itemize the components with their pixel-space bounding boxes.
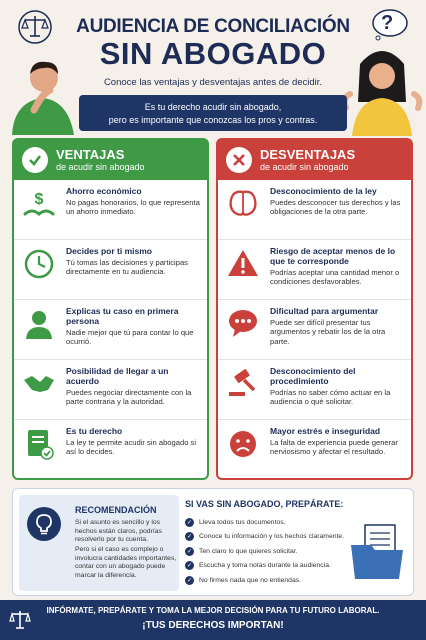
item-desc: Nadie mejor que tú para contar lo que ocurrió.: [66, 328, 194, 347]
ventajas-subtitle: de acudir sin abogado: [56, 161, 145, 172]
gavel-icon: [224, 368, 262, 406]
item-title: Es tu derecho: [66, 426, 123, 436]
list-item: [218, 360, 411, 420]
footer: [0, 600, 426, 640]
banner-line1: Es tu derecho acudir sin abogado,: [144, 102, 282, 112]
check-icon: ✓: [186, 534, 193, 541]
item-desc: Puedes desconocer tus derechos y las obligaciones de la otra parte.: [270, 198, 401, 217]
preparation-item: Ten claro lo que quieres solicitar.: [199, 547, 298, 555]
item-title: Desconocimiento del procedimiento: [270, 366, 356, 386]
list-item: [185, 544, 344, 559]
page-subtitle: Conoce las ventajas y desventajas antes de decidir.: [103, 77, 323, 88]
list-item: [185, 559, 344, 574]
preparation-item: Conoce tu información y los hechos claramente.: [199, 533, 345, 541]
list-item: [218, 180, 411, 240]
item-desc: Podrías aceptar una cantidad menor o condiciones desfavorables.: [270, 268, 400, 287]
banner-line2: pero es importante que conozcas los pros y contras.: [108, 115, 318, 125]
list-item: [185, 530, 344, 545]
list-item: [14, 300, 207, 360]
footer-line1: INFÓRMATE, PREPÁRATE Y TOMA LA MEJOR DECISIÓN PARA TU FUTURO LABORAL.: [46, 606, 380, 615]
item-title: Posibilidad de llegar a un acuerdo: [66, 366, 169, 386]
check-icon: ✓: [186, 519, 193, 526]
document-check-icon: [20, 428, 58, 466]
list-item: [14, 360, 207, 420]
list-item: [185, 573, 344, 588]
money-hand-icon: [20, 188, 58, 226]
footer-line2: ¡TUS DERECHOS IMPORTAN!: [142, 620, 284, 631]
question-mark: ?: [381, 12, 394, 34]
preparation-item: Lleva todos tus documentos.: [199, 518, 286, 526]
check-circle-icon: [22, 147, 48, 173]
warning-icon: [224, 248, 262, 286]
brain-icon: [224, 188, 262, 226]
preparation-item: No firmes nada que no entiendas.: [199, 576, 302, 584]
recommendation-text-2: Pero si el caso es complejo o involucra cantidades importantes, contar con un abogado puede marcar la diferencia.: [75, 546, 177, 579]
recommendation-box: [12, 488, 414, 596]
page-title-line2: SIN ABOGADO: [99, 36, 327, 71]
list-item: [218, 420, 411, 480]
preparation-list: [185, 515, 344, 588]
recommendation-title: RECOMENDACIÓN: [75, 505, 157, 515]
list-item: [14, 240, 207, 300]
list-item: [14, 180, 207, 240]
recommendation-panel: [19, 495, 179, 591]
item-title: Desconocimiento de la ley: [270, 186, 377, 196]
item-desc: No pagas honorarios, lo que representa un ahorro inmediato.: [66, 198, 200, 217]
item-desc: La ley te permite acudir sin abogado si así lo decides.: [66, 438, 197, 457]
list-item: [218, 300, 411, 360]
item-desc: La falta de experiencia puede generar nerviosismo y afectar el resultado.: [270, 438, 398, 457]
item-desc: Podrías no saber cómo actuar en la audiencia o qué solicitar.: [270, 388, 391, 407]
desventajas-column: [216, 138, 413, 480]
list-item: [185, 515, 344, 530]
desventajas-header: [218, 140, 411, 180]
handshake-icon: [20, 368, 58, 406]
item-title: Mayor estrés e inseguridad: [270, 426, 381, 436]
ventajas-title: VENTAJAS: [56, 146, 125, 162]
item-desc: Puede ser difícil presentar tus argumentos y rebatir los de la otra parte.: [270, 318, 386, 346]
list-item: [218, 240, 411, 300]
item-title: Riesgo de aceptar menos de lo que te corresponde: [270, 246, 396, 266]
item-title: Decides por ti mismo: [66, 246, 152, 256]
clock-icon: [20, 248, 58, 286]
lightbulb-icon: [27, 507, 61, 541]
item-title: Explicas tu caso en primera persona: [66, 306, 179, 326]
item-desc: Puedes negociar directamente con la parte contraria y la autoridad.: [66, 388, 192, 407]
folder-documents-icon: [349, 523, 407, 581]
page-title-line1: AUDIENCIA DE CONCILIACIÓN: [76, 16, 350, 37]
check-icon: ✓: [186, 563, 193, 570]
sad-face-icon: [224, 428, 262, 466]
x-circle-icon: [226, 147, 252, 173]
person-icon: [20, 308, 58, 346]
rights-banner: [79, 95, 347, 131]
desventajas-subtitle: de acudir sin abogado: [260, 161, 349, 172]
item-desc: Tú tomas las decisiones y participas directamente en tu audiencia.: [66, 258, 188, 277]
item-title: Ahorro económico: [66, 186, 142, 196]
preparation-item: Escucha y toma notas durante la audiencia.: [199, 562, 331, 570]
preparation-title: SI VAS SIN ABOGADO, PREPÁRATE:: [185, 499, 344, 509]
list-item: [14, 420, 207, 480]
ventajas-header: [14, 140, 207, 180]
chat-bubble-icon: [224, 308, 262, 346]
check-icon: ✓: [186, 548, 193, 555]
check-icon: ✓: [186, 577, 193, 584]
desventajas-title: DESVENTAJAS: [260, 146, 356, 162]
svg-text:$: $: [34, 191, 44, 208]
item-title: Dificultad para argumentar: [270, 306, 379, 316]
ventajas-column: [12, 138, 209, 480]
recommendation-text-1: Si el asunto es sencillo y los hechos están claros, podrías resolverlo por tu cuenta.: [75, 519, 162, 544]
